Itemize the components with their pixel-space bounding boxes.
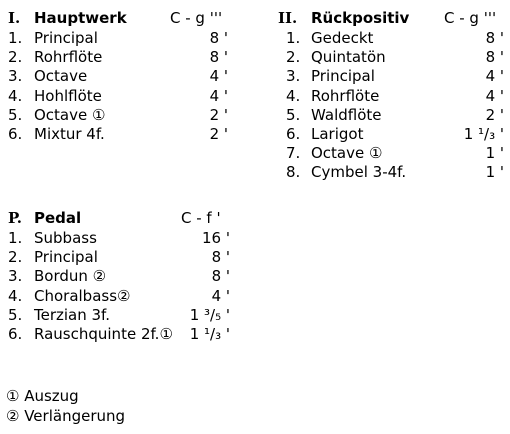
stop-number: 4.: [286, 86, 301, 105]
stop-pitch: 8 ': [485, 48, 504, 67]
division-hauptwerk: [8, 7, 228, 144]
stop-pitch: 4 ': [485, 67, 504, 86]
stop-pitch: 1 ': [485, 144, 504, 163]
stop-pitch: 2 ': [209, 105, 228, 124]
division-pedal: [8, 207, 230, 344]
division-rueckpositiv: [278, 7, 504, 183]
stop-number: 2.: [8, 248, 23, 267]
stop-name: Subbass: [34, 229, 97, 247]
compass-range: C - g ''': [170, 9, 223, 27]
stop-number: 1.: [8, 229, 23, 247]
stop-number: 6.: [8, 124, 23, 143]
stop-name: Hohlflöte: [34, 86, 102, 105]
stop-name: Octave ①: [34, 105, 106, 124]
stop-name: Octave ①: [311, 144, 383, 163]
stop-number: 1.: [286, 29, 301, 47]
stop-name: Rohrflöte: [34, 48, 103, 67]
stop-name: Principal: [34, 29, 98, 47]
stop-pitch: 2 ': [485, 105, 504, 124]
stop-pitch: 1 ¹/₃ ': [189, 324, 230, 343]
stop-name: Larigot: [311, 124, 364, 143]
stop-row: [8, 325, 230, 344]
stop-number: 8.: [286, 163, 301, 182]
stop-number: 5.: [286, 105, 301, 124]
stop-row: [8, 306, 230, 325]
stop-number: 1.: [8, 29, 23, 47]
stop-number: 2.: [286, 48, 301, 67]
stop-row: [278, 106, 504, 125]
division-header: [8, 7, 228, 29]
stop-row: [278, 29, 504, 48]
stop-pitch: 4 ': [209, 67, 228, 86]
stop-name: Octave: [34, 67, 88, 86]
compass-range: C - g ''': [444, 9, 497, 27]
stop-name: Principal: [34, 248, 98, 267]
stop-pitch: 8 ': [209, 29, 228, 47]
stop-row: [278, 48, 504, 67]
stop-row: [8, 125, 228, 144]
stop-pitch: 4 ': [209, 86, 228, 105]
stop-row: [8, 267, 230, 286]
stop-row: [8, 287, 230, 306]
stop-name: Mixtur 4f.: [34, 124, 105, 143]
stop-name: Cymbel 3-4f.: [311, 163, 407, 182]
stop-name: Rauschquinte 2f.①: [34, 324, 173, 343]
stop-pitch: 1 ¹/₃ ': [463, 124, 504, 143]
stop-name: Principal: [311, 67, 375, 86]
stop-name: Bordun ②: [34, 267, 107, 286]
stop-number: 4.: [8, 286, 23, 305]
stop-name: Gedeckt: [311, 29, 374, 47]
stop-number: 2.: [8, 48, 23, 67]
stop-number: 5.: [8, 105, 23, 124]
stop-name: Quintatön: [311, 48, 386, 67]
stop-number: 4.: [8, 86, 23, 105]
stop-name: Rohrflöte: [311, 86, 380, 105]
stop-row: [8, 48, 228, 67]
stop-row: [278, 87, 504, 106]
compass-range: C - f ': [181, 209, 221, 227]
stop-pitch: 8 ': [211, 248, 230, 267]
division-header: [8, 207, 230, 229]
stop-number: 3.: [8, 67, 23, 86]
division-title: Pedal: [34, 209, 82, 227]
stop-pitch: 8 ': [211, 267, 230, 286]
stop-row: [8, 29, 228, 48]
division-roman: II.: [278, 9, 298, 27]
stop-number: 5.: [8, 305, 23, 324]
stop-row: [8, 67, 228, 86]
stop-name: Waldflöte: [311, 105, 382, 124]
stop-row: [8, 87, 228, 106]
division-title: Rückpositiv: [311, 9, 410, 27]
stop-pitch: 16 ': [202, 229, 230, 247]
division-header: [278, 7, 504, 29]
stop-row: [278, 163, 504, 182]
stop-pitch: 1 ': [485, 163, 504, 182]
stop-row: [278, 67, 504, 86]
stop-number: 7.: [286, 144, 301, 163]
stop-row: [8, 248, 230, 267]
division-title: Hauptwerk: [34, 9, 127, 27]
stop-number: 6.: [8, 324, 23, 343]
stop-name: Terzian 3f.: [34, 305, 111, 324]
stop-row: [8, 229, 230, 248]
stop-pitch: 4 ': [211, 286, 230, 305]
footnote-verlaengerung: ② Verlängerung: [6, 407, 126, 425]
division-roman: I.: [8, 9, 21, 27]
stop-pitch: 2 ': [209, 124, 228, 143]
stop-row: [278, 144, 504, 163]
stop-row: [8, 106, 228, 125]
division-roman: P.: [8, 209, 23, 227]
stop-name: Choralbass②: [34, 286, 131, 305]
stop-row: [278, 125, 504, 144]
stop-number: 3.: [8, 267, 23, 286]
stop-pitch: 8 ': [209, 48, 228, 67]
stop-pitch: 4 ': [485, 86, 504, 105]
stop-number: 6.: [286, 124, 301, 143]
stop-pitch: 1 ³/₅ ': [189, 305, 230, 324]
footnote-auszug: ① Auszug: [6, 387, 79, 405]
stop-pitch: 8 ': [485, 29, 504, 47]
stop-number: 3.: [286, 67, 301, 86]
